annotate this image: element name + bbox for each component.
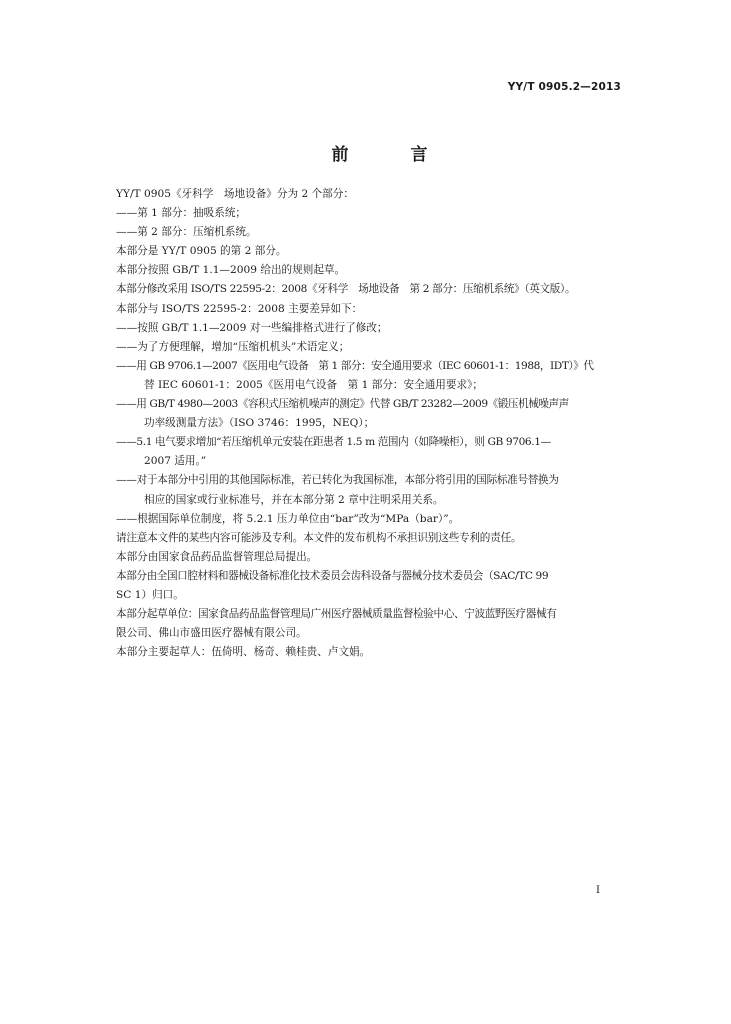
paragraph-line: 本部分是 YY/T 0905 的第 2 部分。	[116, 245, 287, 258]
paragraph-line: 本部分由国家食品药品监督管理总局提出。	[116, 550, 318, 563]
paragraph-line: ——5.1 电气要求增加“若压缩机单元安装在距患者 1.5 m 范围内（如降噪柜），则 GB 9706.1—	[116, 436, 551, 449]
paragraph-line: 相应的国家或行业标准号，并在本部分第 2 章中注明采用关系。	[144, 493, 444, 506]
paragraph-line: 本部分修改采用 ISO/TS 22595-2：2008《牙科学 场地设备 第 2 部分：压缩机系统》（英文版）。	[116, 283, 576, 296]
paragraph-line: 请注意本文件的某些内容可能涉及专利。本文件的发布机构不承担识别这些专利的责任。	[116, 531, 522, 544]
paragraph-line: ——按照 GB/T 1.1—2009 对一些编排格式进行了修改；	[116, 321, 388, 334]
paragraph-line: ——为了方便理解，增加“压缩机机头”术语定义；	[116, 340, 350, 353]
paragraph-line: ——对于本部分中引用的其他国际标准，若已转化为我国标准，本部分将引用的国际标准号替换为	[116, 474, 559, 487]
paragraph-line: 2007 适用。”	[144, 455, 207, 468]
paragraph-line: ——第 1 部分：抽吸系统；	[116, 207, 247, 220]
paragraph-line: ——根据国际单位制度，将 5.2.1 压力单位由“bar”改为“MPa（bar）”。	[116, 512, 460, 525]
standard-code: YY/T 0905.2—2013	[507, 81, 621, 93]
paragraph-line: 功率级测量方法》（ISO 3746：1995，NEQ）；	[144, 417, 375, 430]
paragraph-line: 本部分起草单位：国家食品药品监督管理局广州医疗器械质量监督检验中心、宁波蓝野医疗器械有	[116, 608, 557, 621]
foreword-body	[116, 185, 631, 662]
paragraph-line: 限公司、佛山市盛田医疗器械有限公司。	[116, 627, 307, 640]
paragraph-line: YY/T 0905《牙科学 场地设备》分为 2 个部分：	[116, 188, 354, 200]
paragraph-line: 本部分按照 GB/T 1.1—2009 给出的规则起草。	[116, 264, 346, 277]
paragraph-line: ——用 GB/T 4980—2003《容积式压缩机噪声的测定》代替 GB/T 23282—2009《锻压机械噪声声	[116, 398, 569, 411]
paragraph-line: 本部分主要起草人：伍倚明、杨奇、赖桂贵、卢文娟。	[116, 646, 371, 659]
paragraph-line: 本部分与 ISO/TS 22595-2：2008 主要差异如下：	[116, 302, 363, 315]
page-number: I	[596, 885, 600, 896]
page-title: 前 言	[331, 145, 456, 165]
paragraph-line: ——第 2 部分：压缩机系统。	[116, 226, 257, 239]
paragraph-line: SC 1）归口。	[116, 588, 184, 601]
paragraph-line: 替 IEC 60601-1：2005《医用电气设备 第 1 部分：安全通用要求》；	[144, 378, 483, 391]
paragraph-line: ——用 GB 9706.1—2007《医用电气设备 第 1 部分：安全通用要求（IEC 60601-1：1988，IDT）》代	[116, 359, 594, 372]
paragraph-line: 本部分由全国口腔材料和器械设备标准化技术委员会齿科设备与器械分技术委员会（SAC/TC 99	[116, 569, 549, 582]
